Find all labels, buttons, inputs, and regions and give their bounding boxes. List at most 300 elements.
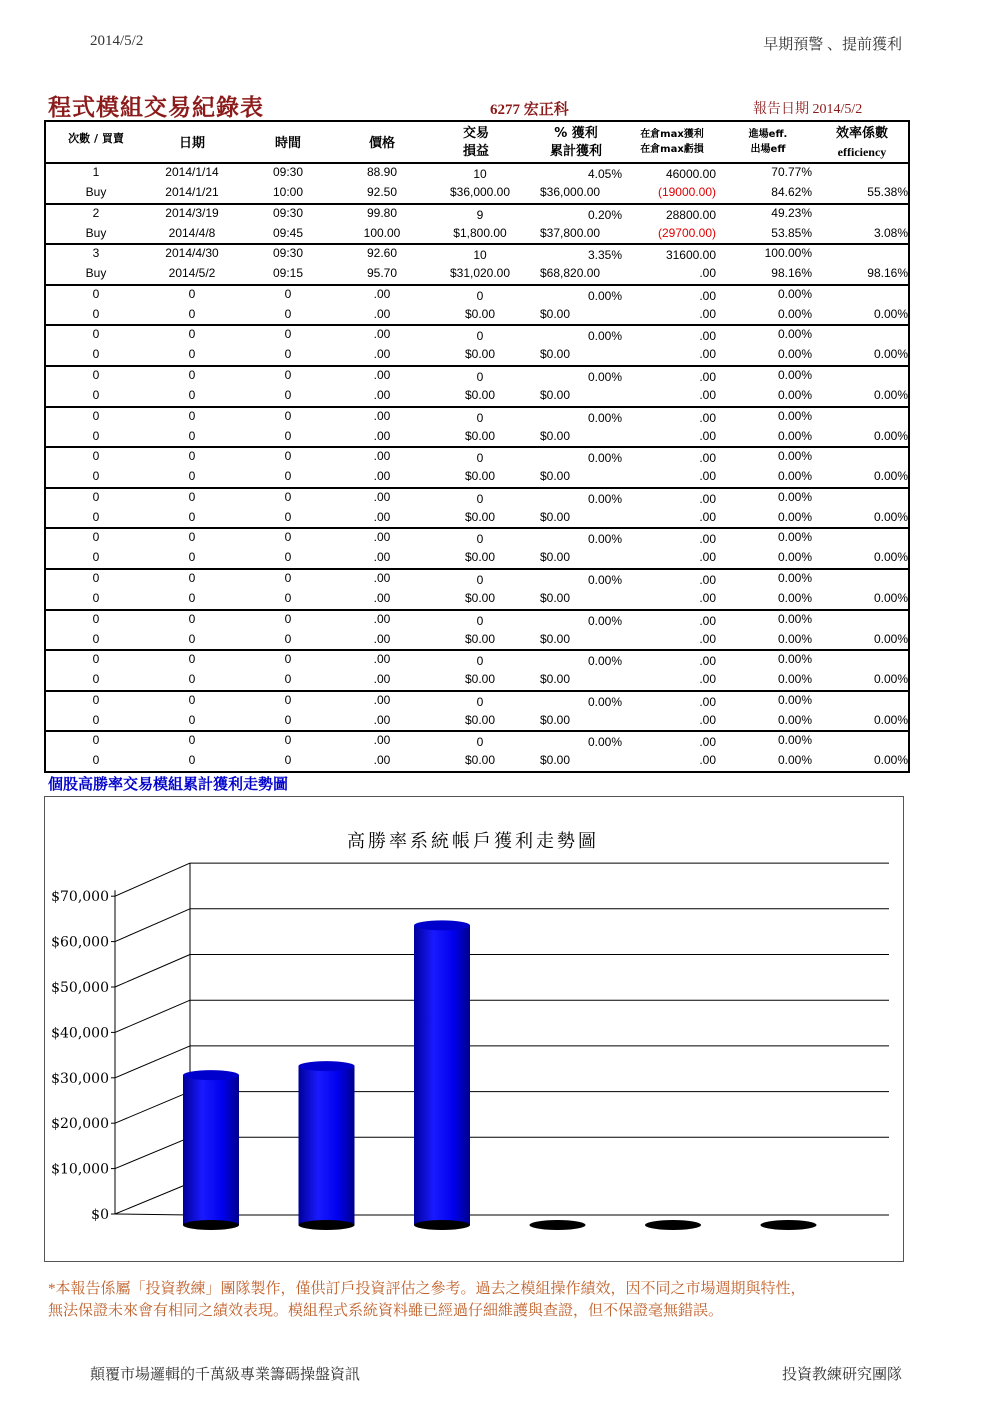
table-cell-pct: 0.20% [587, 207, 622, 222]
table-cell-d1: 0 [188, 408, 196, 423]
chart-section-title: 個股高勝率交易模組累計獲利走勢圖 [48, 775, 289, 793]
table-cell-p2: .00 [373, 591, 391, 605]
table-cell-p2: .00 [373, 428, 391, 443]
table-cell-eff: 0.00% [873, 672, 908, 687]
chart-bar [414, 920, 470, 1230]
table-cell-side: 0 [92, 509, 100, 524]
header-eff-1: 進場eff. [748, 129, 788, 140]
table-cell-eout: 0.00% [777, 631, 812, 646]
table-cell-d2: 0 [188, 388, 196, 402]
table-cell-maxl: .00 [699, 509, 716, 524]
table-cell-p2: .00 [373, 550, 391, 565]
table-cell-p2: .00 [373, 753, 391, 768]
table-cell-maxp: 31600.00 [665, 248, 716, 263]
header-effc-2: efficiency [837, 145, 887, 159]
chart-bar [530, 1220, 586, 1230]
table-cell-eout: 0.00% [777, 306, 812, 321]
table-cell-d2: 2014/5/2 [168, 266, 216, 281]
table-cell-pl: $1,800.00 [453, 225, 507, 240]
table-cell-ein: 0.00% [777, 286, 812, 301]
table-cell-d1: 0 [188, 368, 196, 382]
table-cell-side: Buy [85, 266, 107, 281]
floor-line [115, 1214, 190, 1215]
bar-body [183, 1075, 239, 1225]
table-cell-side: 0 [92, 550, 100, 565]
table-cell-d2: 0 [188, 509, 196, 524]
table-cell-ein: 0.00% [777, 571, 812, 585]
table-row-group [44, 164, 910, 205]
table-cell-pct: 0.00% [587, 491, 622, 506]
table-cell-side: Buy [85, 225, 107, 240]
table-cell-pct: 0.00% [587, 532, 622, 547]
table-cell-eff: 0.00% [873, 550, 908, 565]
table-cell-qty: 0 [476, 613, 484, 628]
table-cell-maxp: .00 [699, 532, 716, 547]
table-cell-maxl: .00 [699, 591, 716, 605]
table-cell-qty: 0 [476, 735, 484, 750]
table-cell-p2: .00 [373, 469, 391, 484]
table-cell-ein: 100.00% [764, 246, 812, 261]
table-cell-side: 0 [92, 753, 100, 768]
table-cell-side: 0 [92, 428, 100, 443]
table-cell-p2: 95.70 [366, 266, 398, 281]
bar-base [414, 1220, 470, 1230]
table-cell-eff: 0.00% [873, 591, 908, 605]
table-cell-eff: 0.00% [873, 306, 908, 321]
table-cell-qty: 10 [473, 167, 487, 181]
table-row-group [44, 286, 910, 327]
table-cell-pl: $0.00 [464, 712, 496, 727]
table-cell-maxp: .00 [699, 573, 716, 587]
table-cell-eout: 98.16% [771, 266, 812, 281]
table-cell-t2: 0 [284, 672, 292, 687]
table-cell-pct: 0.00% [587, 410, 622, 425]
table-cell-d1: 0 [188, 327, 196, 342]
table-cell-eff: 0.00% [873, 712, 908, 727]
table-row-group [44, 732, 910, 773]
table-cell-eout: 0.00% [777, 469, 812, 484]
table-cell-t1: 0 [284, 692, 292, 707]
table-cell-maxl: (29700.00) [657, 225, 716, 240]
table-cell-qty: 9 [476, 207, 484, 222]
table-cell-p1: .00 [373, 652, 391, 667]
table-cell-p2: .00 [373, 388, 391, 402]
table-cell-d1: 2014/3/19 [165, 205, 219, 220]
table-cell-maxp: .00 [699, 491, 716, 506]
table-cell-pl: $0.00 [464, 631, 496, 646]
table-cell-cum: $0.00 [540, 550, 571, 565]
table-row-group [44, 529, 910, 570]
report-date: 報告日期 2014/5/2 [753, 102, 863, 117]
table-cell-pl: $0.00 [464, 306, 496, 321]
table-cell-pl: $0.00 [464, 388, 496, 402]
table-cell-t2: 0 [284, 631, 292, 646]
table-cell-p1: .00 [373, 692, 391, 707]
table-cell-pct: 4.05% [587, 167, 622, 181]
table-cell-cum: $0.00 [540, 712, 571, 727]
table-cell-qty: 0 [476, 329, 484, 344]
table-header [44, 120, 910, 164]
table-cell-cum: $37,800.00 [540, 225, 601, 240]
table-cell-p2: .00 [373, 672, 391, 687]
table-cell-t2: 10:00 [272, 185, 304, 199]
table-cell-no: 0 [92, 449, 100, 464]
table-cell-side: 0 [92, 388, 100, 402]
table-cell-side: 0 [92, 469, 100, 484]
header-tagline: 早期預警 、提前獲利 [763, 37, 902, 53]
table-cell-qty: 0 [476, 694, 484, 709]
bar-base [299, 1220, 355, 1230]
y-tick-label: $60,000 [51, 934, 109, 951]
table-cell-no: 3 [92, 246, 100, 261]
table-cell-ein: 0.00% [777, 530, 812, 545]
table-row-group [44, 245, 910, 286]
table-cell-pl: $0.00 [464, 672, 496, 687]
table-cell-p1: 99.80 [366, 205, 398, 220]
y-tick-label: $50,000 [51, 980, 109, 996]
table-cell-no: 0 [92, 368, 100, 382]
table-cell-p1: .00 [373, 489, 391, 504]
table-cell-t2: 09:45 [272, 225, 304, 240]
table-cell-cum: $0.00 [540, 388, 571, 402]
footer-right: 投資教練研究團隊 [781, 1367, 902, 1383]
table-cell-t1: 0 [284, 652, 292, 667]
table-cell-p1: .00 [373, 449, 391, 464]
y-tick-label: $0 [91, 1207, 109, 1223]
table-cell-pl: $31,020.00 [449, 266, 511, 281]
table-cell-d2: 0 [188, 631, 196, 646]
table-cell-eout: 0.00% [777, 347, 812, 362]
table-cell-maxp: .00 [699, 410, 716, 425]
table-cell-ein: 49.23% [771, 205, 812, 220]
table-cell-eff: 0.00% [873, 388, 908, 402]
table-cell-d2: 2014/1/21 [165, 185, 219, 199]
table-cell-eout: 84.62% [771, 185, 812, 199]
table-cell-qty: 0 [476, 288, 484, 303]
table-cell-maxl: .00 [699, 672, 716, 687]
table-cell-maxl: .00 [699, 753, 716, 768]
table-cell-pl: $0.00 [464, 469, 496, 484]
disclaimer-line-1: *本報告係屬「投資教練」團隊製作，僅供訂戶投資評估之參考。過去之模組操作績效，因不同之市場週期與特性， [48, 1281, 806, 1297]
table-row-group [44, 611, 910, 652]
table-cell-p1: .00 [373, 571, 391, 585]
y-tick-label: $10,000 [51, 1161, 109, 1178]
bar-body [414, 925, 470, 1225]
table-cell-t2: 0 [284, 469, 292, 484]
table-cell-pl: $36,000.00 [449, 185, 511, 199]
table-cell-pct: 0.00% [587, 694, 622, 709]
table-cell-d2: 0 [188, 753, 196, 768]
table-cell-pct: 0.00% [587, 451, 622, 466]
bar-body [299, 1066, 355, 1225]
table-cell-t1: 09:30 [272, 165, 304, 179]
header-date: 日期 [178, 136, 205, 151]
header-eff-2: 出場eff [750, 144, 786, 155]
y-tick-label: $30,000 [51, 1070, 109, 1087]
table-cell-t2: 0 [284, 509, 292, 524]
table-cell-pl: $0.00 [464, 347, 496, 362]
header-max-2: 在倉max虧損 [640, 144, 704, 155]
grid-diagonal [115, 1137, 190, 1168]
table-cell-cum: $0.00 [540, 631, 571, 646]
table-cell-qty: 0 [476, 532, 484, 547]
table-cell-maxl: (19000.00) [657, 185, 716, 199]
table-cell-eout: 0.00% [777, 509, 812, 524]
header-pl-1: 交易 [462, 126, 489, 141]
header-price: 價格 [368, 136, 395, 151]
report-title: 程式模組交易紀錄表 [48, 95, 264, 120]
table-cell-maxp: .00 [699, 735, 716, 750]
table-cell-cum: $0.00 [540, 672, 571, 687]
table-cell-maxl: .00 [699, 469, 716, 484]
table-cell-d2: 0 [188, 672, 196, 687]
table-cell-qty: 0 [476, 491, 484, 506]
table-cell-eff: 0.00% [873, 509, 908, 524]
table-cell-maxl: .00 [699, 347, 716, 362]
table-cell-t1: 0 [284, 530, 292, 545]
table-cell-p2: .00 [373, 306, 391, 321]
table-row-group [44, 408, 910, 449]
trade-table [44, 120, 910, 773]
table-cell-pl: $0.00 [464, 428, 496, 443]
table-cell-pct: 0.00% [587, 329, 622, 344]
table-cell-no: 1 [92, 165, 100, 179]
table-cell-t2: 0 [284, 712, 292, 727]
table-cell-p1: .00 [373, 327, 391, 342]
table-cell-maxp: .00 [699, 613, 716, 628]
table-cell-side: 0 [92, 672, 100, 687]
table-cell-maxp: 46000.00 [665, 167, 716, 181]
table-cell-eff: 0.00% [873, 428, 908, 443]
table-cell-d2: 0 [188, 469, 196, 484]
table-cell-pct: 0.00% [587, 613, 622, 628]
table-cell-eff: 3.08% [873, 225, 908, 240]
table-cell-d1: 0 [188, 571, 196, 585]
table-cell-ein: 0.00% [777, 692, 812, 707]
table-cell-t2: 0 [284, 753, 292, 768]
table-cell-t2: 0 [284, 428, 292, 443]
bar-base [530, 1220, 586, 1230]
table-cell-t1: 0 [284, 449, 292, 464]
table-cell-t1: 0 [284, 733, 292, 748]
table-cell-eff: 98.16% [867, 266, 908, 281]
table-cell-p1: .00 [373, 733, 391, 748]
table-cell-cum: $68,820.00 [540, 266, 601, 281]
header-date: 2014/5/2 [90, 33, 144, 49]
table-row-group [44, 651, 910, 692]
table-row-group [44, 489, 910, 530]
grid-diagonal [115, 1046, 190, 1078]
chart-bar [299, 1061, 355, 1230]
table-cell-d2: 0 [188, 712, 196, 727]
table-cell-p1: .00 [373, 611, 391, 626]
table-cell-cum: $0.00 [540, 509, 571, 524]
chart-bar [645, 1220, 701, 1230]
table-cell-eout: 0.00% [777, 388, 812, 402]
header-pct-1: % 獲利 [554, 126, 598, 141]
table-cell-pl: $0.00 [464, 550, 496, 565]
table-cell-d2: 0 [188, 591, 196, 605]
table-cell-no: 0 [92, 692, 100, 707]
y-tick-label: $70,000 [51, 889, 109, 906]
table-cell-p2: .00 [373, 347, 391, 362]
table-cell-side: 0 [92, 306, 100, 321]
table-cell-p2: 92.50 [366, 185, 398, 199]
table-cell-p1: 88.90 [366, 165, 398, 179]
header-max-1: 在倉max獲利 [640, 129, 704, 140]
table-cell-no: 0 [92, 286, 100, 301]
table-cell-qty: 0 [476, 451, 484, 466]
table-cell-eout: 0.00% [777, 428, 812, 443]
table-cell-maxp: .00 [699, 370, 716, 384]
chart-bars [183, 920, 817, 1230]
bar-base [761, 1220, 817, 1230]
table-cell-cum: $0.00 [540, 306, 571, 321]
table-cell-d1: 0 [188, 286, 196, 301]
table-cell-d1: 0 [188, 489, 196, 504]
table-cell-cum: $36,000.00 [540, 185, 601, 199]
chart-y-axis [51, 889, 109, 1223]
chart-bar [183, 1070, 239, 1230]
profit-chart [45, 797, 903, 1261]
table-cell-d1: 0 [188, 611, 196, 626]
table-cell-eout: 0.00% [777, 550, 812, 565]
table-row-group [44, 367, 910, 408]
table-cell-cum: $0.00 [540, 469, 571, 484]
table-cell-t1: 0 [284, 611, 292, 626]
table-cell-d1: 0 [188, 652, 196, 667]
table-cell-p1: .00 [373, 408, 391, 423]
bar-top [299, 1061, 355, 1071]
grid-diagonal [115, 1092, 190, 1124]
table-cell-side: 0 [92, 631, 100, 646]
table-cell-d2: 2014/4/8 [168, 225, 216, 240]
table-cell-t1: 0 [284, 408, 292, 423]
chart-title: 高勝率系統帳戶獲利走勢圖 [347, 831, 599, 852]
table-cell-qty: 0 [476, 370, 484, 384]
table-cell-t1: 0 [284, 327, 292, 342]
bar-base [183, 1220, 239, 1230]
table-cell-pct: 0.00% [587, 288, 622, 303]
table-cell-maxl: .00 [699, 428, 716, 443]
table-cell-p1: .00 [373, 286, 391, 301]
table-cell-eout: 0.00% [777, 591, 812, 605]
table-cell-pct: 0.00% [587, 735, 622, 750]
table-cell-t2: 0 [284, 306, 292, 321]
table-cell-pct: 0.00% [587, 573, 622, 587]
table-cell-eff: 0.00% [873, 347, 908, 362]
table-cell-p2: .00 [373, 712, 391, 727]
header-pct-2: 累計獲利 [549, 144, 602, 159]
table-cell-maxp: .00 [699, 288, 716, 303]
header-time: 時間 [274, 136, 301, 151]
grid-diagonal [115, 1000, 190, 1032]
header-trade: 次數 / 買賣 [68, 132, 124, 145]
grid-diagonal [115, 909, 190, 942]
table-cell-cum: $0.00 [540, 428, 571, 443]
table-cell-ein: 0.00% [777, 733, 812, 748]
table-cell-no: 0 [92, 530, 100, 545]
table-cell-t1: 0 [284, 368, 292, 382]
table-cell-ein: 0.00% [777, 408, 812, 423]
table-cell-ein: 0.00% [777, 449, 812, 464]
footer-left: 顛覆市場邏輯的千萬級專業籌碼操盤資訊 [90, 1367, 361, 1383]
table-cell-t2: 0 [284, 347, 292, 362]
table-cell-pct: 0.00% [587, 370, 622, 384]
table-cell-ein: 70.77% [771, 165, 812, 179]
table-cell-ein: 0.00% [777, 489, 812, 504]
table-cell-t2: 0 [284, 591, 292, 605]
stock-name: 6277 宏正科 [490, 102, 569, 118]
table-cell-side: Buy [85, 185, 107, 199]
table-cell-maxp: .00 [699, 654, 716, 669]
table-cell-maxl: .00 [699, 712, 716, 727]
table-cell-t1: 0 [284, 286, 292, 301]
table-cell-qty: 10 [473, 248, 487, 263]
table-cell-eff: 0.00% [873, 469, 908, 484]
table-row-group [44, 326, 910, 367]
table-cell-eout: 0.00% [777, 712, 812, 727]
table-row-group [44, 448, 910, 489]
table-cell-t2: 0 [284, 550, 292, 565]
table-cell-no: 0 [92, 571, 100, 585]
table-cell-d2: 0 [188, 550, 196, 565]
table-row-group [44, 205, 910, 246]
bar-top [183, 1070, 239, 1080]
table-cell-no: 0 [92, 733, 100, 748]
table-cell-ein: 0.00% [777, 652, 812, 667]
disclaimer-line-2: 無法保證未來會有相同之績效表現。模組程式系統資料雖已經過仔細維護與查證，但不保證毫無錯誤。 [48, 1303, 724, 1319]
table-cell-t1: 09:30 [272, 205, 304, 220]
table-cell-qty: 0 [476, 573, 484, 587]
y-tick-label: $40,000 [51, 1025, 109, 1042]
table-cell-eout: 0.00% [777, 753, 812, 768]
table-cell-d1: 0 [188, 449, 196, 464]
table-cell-d1: 2014/1/14 [165, 165, 219, 179]
table-cell-qty: 0 [476, 410, 484, 425]
table-cell-t2: 0 [284, 388, 292, 402]
chart-panel [44, 796, 904, 1262]
table-cell-d2: 0 [188, 347, 196, 362]
table-cell-ein: 0.00% [777, 327, 812, 342]
table-cell-d1: 0 [188, 733, 196, 748]
table-cell-pl: $0.00 [464, 753, 496, 768]
table-cell-eff: 55.38% [867, 185, 908, 199]
table-cell-cum: $0.00 [540, 347, 571, 362]
grid-diagonal [115, 955, 190, 988]
y-tick-label: $20,000 [51, 1116, 109, 1133]
table-cell-d1: 2014/4/30 [165, 246, 219, 261]
table-row-group [44, 570, 910, 611]
table-cell-maxl: .00 [699, 550, 716, 565]
table-cell-d2: 0 [188, 428, 196, 443]
table-row-group [44, 692, 910, 733]
table-cell-side: 0 [92, 712, 100, 727]
table-cell-no: 0 [92, 489, 100, 504]
table-cell-p2: 100.00 [363, 225, 401, 240]
table-cell-t1: 0 [284, 571, 292, 585]
grid-diagonal [115, 1183, 190, 1214]
table-cell-ein: 0.00% [777, 368, 812, 382]
table-cell-maxl: .00 [699, 631, 716, 646]
table-cell-d2: 0 [188, 306, 196, 321]
table-cell-p1: .00 [373, 530, 391, 545]
table-cell-t1: 09:30 [272, 246, 304, 261]
table-cell-no: 2 [92, 205, 100, 220]
table-cell-d1: 0 [188, 530, 196, 545]
table-cell-maxp: 28800.00 [665, 207, 716, 222]
table-cell-side: 0 [92, 591, 100, 605]
